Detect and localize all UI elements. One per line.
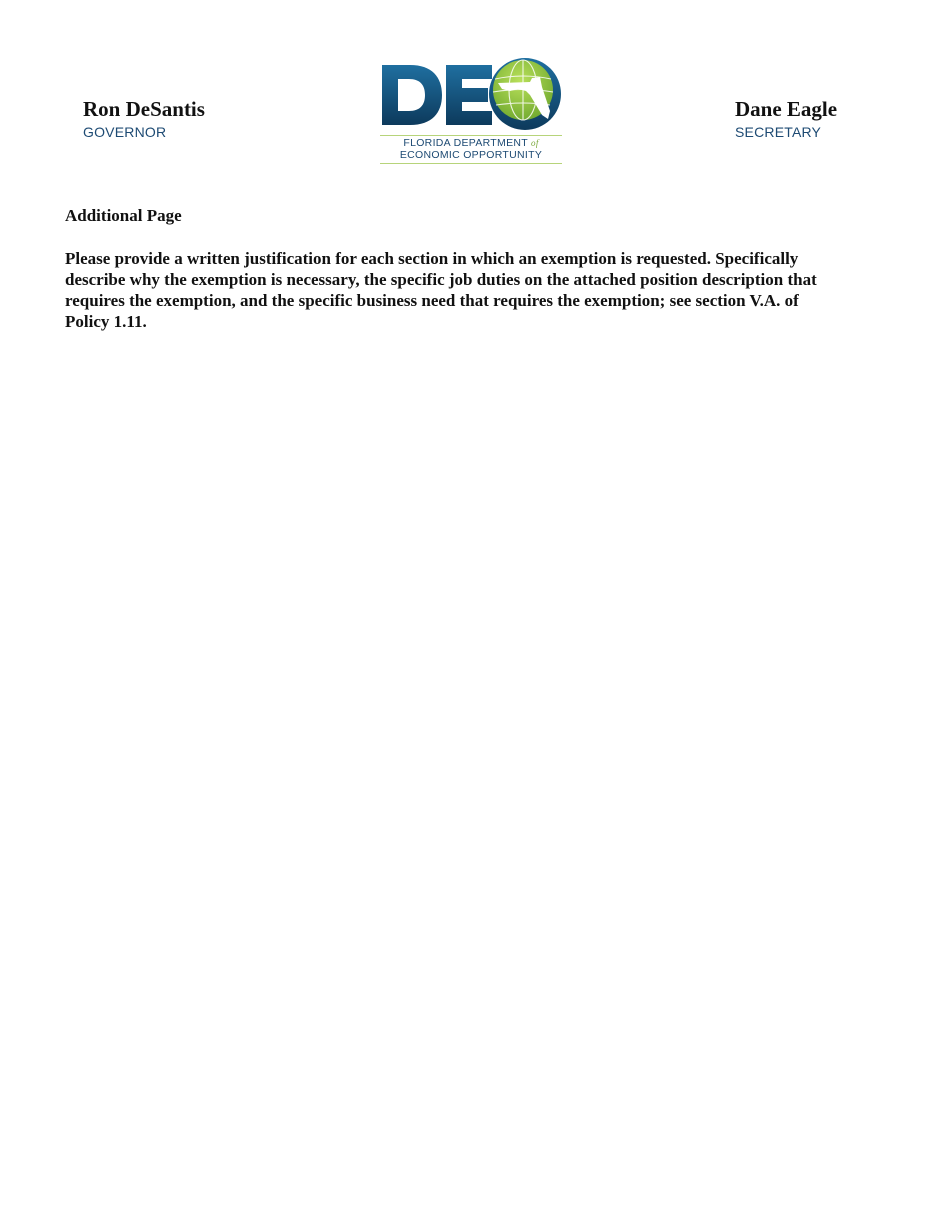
governor-title: GOVERNOR	[83, 124, 167, 140]
logo-line-2: ECONOMIC OPPORTUNITY	[399, 149, 543, 161]
instructions-paragraph: Please provide a written justification for each section in which an exemption is requested. Specifically describe why the exemption is necessary, the specific job duties on the attached position description that requires the exemption, and the specific business need that requires the exemption; see section V.A. of Policy 1.11.	[65, 249, 817, 331]
secretary-title: SECRETARY	[735, 124, 822, 140]
secretary-block	[735, 96, 837, 141]
logo-divider-bottom	[380, 163, 562, 164]
secretary-name: Dane Eagle	[735, 97, 838, 121]
governor-block	[83, 96, 205, 141]
governor-name: Ron DeSantis	[83, 97, 205, 121]
deo-logo-mark	[380, 57, 562, 135]
deo-logo	[380, 57, 562, 167]
logo-divider-top	[380, 135, 562, 136]
page-heading: Additional Page	[65, 206, 182, 225]
logo-line-1: FLORIDA DEPARTMENT of	[403, 137, 539, 149]
